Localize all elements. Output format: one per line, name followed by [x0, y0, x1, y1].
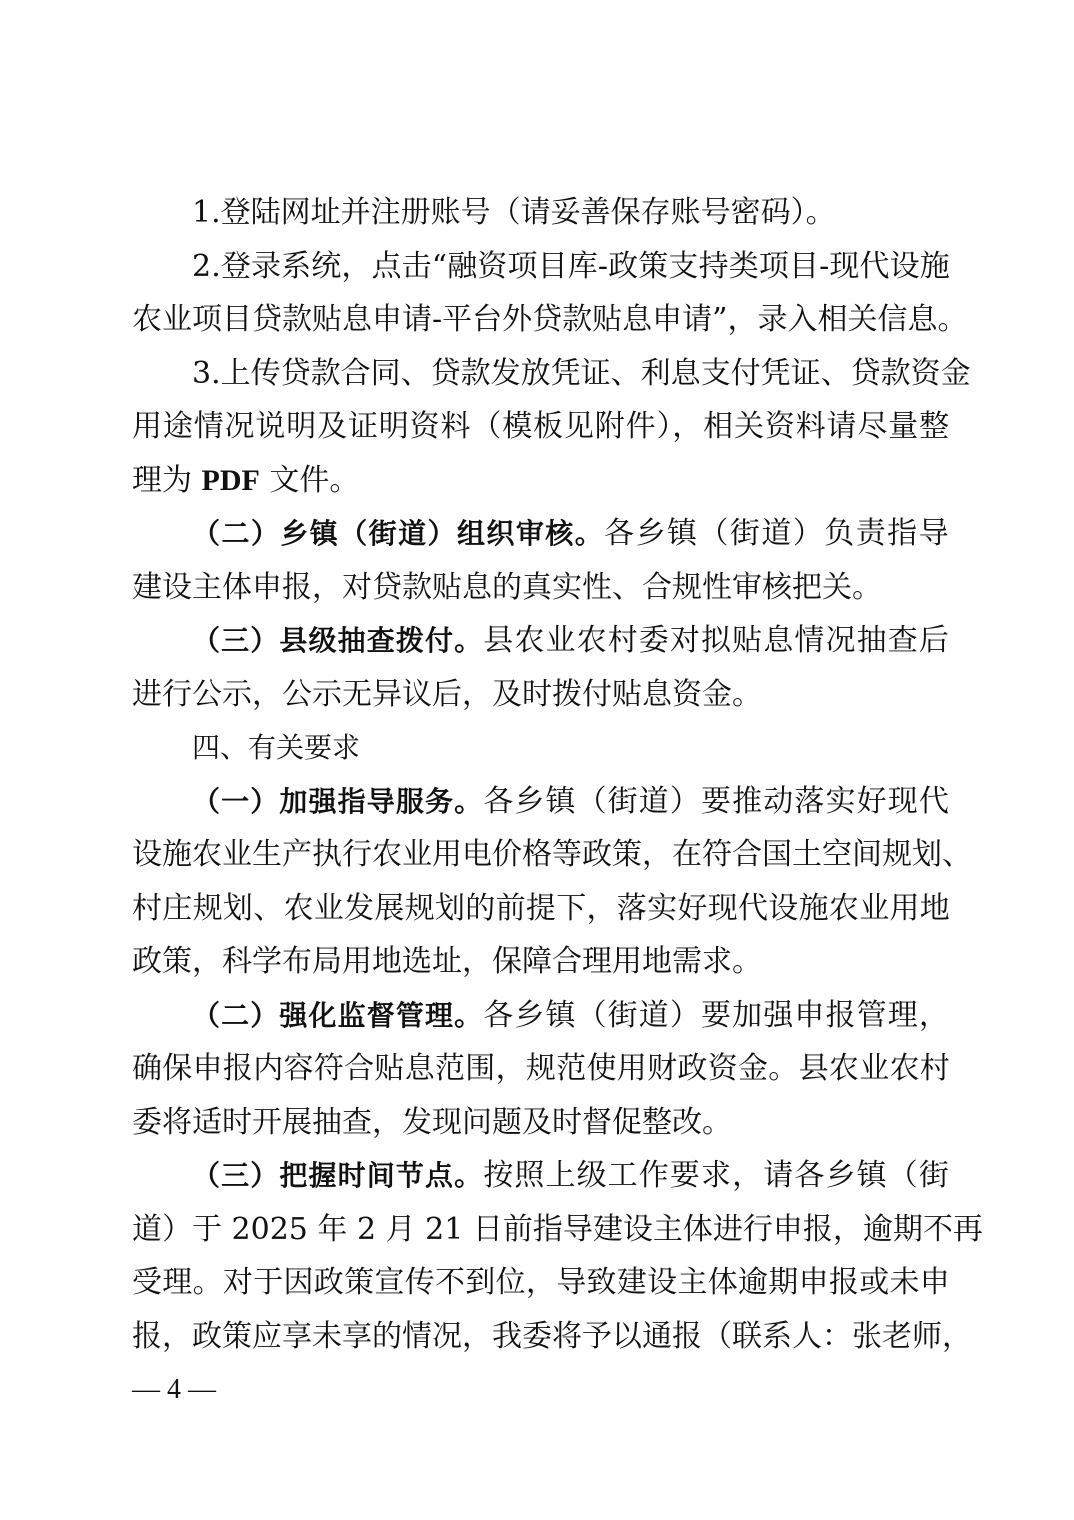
text-line: [192, 780, 950, 834]
text-line: [132, 566, 950, 620]
text-run: 各乡镇（街道）要加强申报管理，: [483, 997, 951, 1033]
text-run: 文件。: [259, 462, 360, 498]
text-line: [192, 352, 971, 406]
heading-text: 四、有关要求: [192, 731, 361, 764]
bold-lead: （二）强化监督管理。: [192, 998, 484, 1032]
text-line: [132, 673, 950, 727]
text-run: 3.上传贷款合同、贷款发放凭证、利息支付凭证、贷款资金: [192, 355, 971, 391]
text-run: 用途情况说明及证明资料（模板见附件），相关资料请尽量整: [132, 409, 950, 444]
text-run: 2.登录系统，点击“融资项目库-政策支持类项目-现代设施: [192, 248, 950, 284]
text-line: [132, 1047, 950, 1101]
text-line: [132, 833, 972, 887]
bold-lead: （三）县级抽查拨付。: [192, 624, 484, 657]
text-run: 各乡镇（街道）负责指导: [604, 516, 951, 551]
text-line: [192, 245, 950, 299]
bold-lead: （一）加强指导服务。: [192, 784, 484, 818]
text-line: [192, 994, 950, 1048]
text-line: [192, 512, 950, 566]
text-line: [132, 459, 950, 513]
text-line: [132, 1315, 972, 1369]
text-run: 设施农业生产执行农业用电价格等政策，在符合国土空间规划、: [132, 837, 972, 872]
text-run: 受理。对于因政策宣传不到位，导致建设主体逾期申报或未申: [132, 1265, 951, 1300]
bold-lead: （三）把握时间节点。: [192, 1159, 484, 1192]
text-run: 各乡镇（街道）要推动落实好现代: [483, 783, 951, 819]
text-line: [192, 619, 950, 673]
text-run: 进行公示，公示无异议后，及时拨付贴息资金。: [132, 676, 762, 712]
text-line: [192, 191, 950, 245]
text-line: [132, 940, 950, 994]
bold-lead: （二）乡镇（街道）组织审核。: [192, 517, 605, 550]
text-run: 道）于 2025 年 2 月 21 日前指导建设主体进行申报，逾期不再: [132, 1211, 983, 1247]
text-run: 报，政策应享未享的情况，我委将予以通报（联系人：张老师，: [132, 1318, 972, 1354]
text-line: [132, 405, 950, 459]
section-heading: [192, 726, 950, 780]
text-run: 政策，科学布局用地选址，保障合理用地需求。: [132, 944, 762, 979]
text-run: 确保申报内容符合贴息范围，规范使用财政资金。县农业农村: [132, 1051, 951, 1086]
text-line: [132, 887, 950, 941]
text-run: 农业项目贷款贴息申请-平台外贷款贴息申请”，录入相关信息。: [132, 302, 968, 337]
text-run: 县农业农村委对拟贴息情况抽查后: [483, 623, 951, 658]
text-line: [132, 1261, 950, 1315]
document-page: [0, 191, 1074, 1368]
text-run: 理为: [132, 462, 202, 498]
text-run: 1.登陆网址并注册账号（请妥善保存账号密码）。: [192, 195, 836, 230]
page-number: — 4 —: [132, 1374, 216, 1405]
text-run: 委将适时开展抽查，发现问题及时督促整改。: [132, 1104, 732, 1140]
text-line: [132, 1101, 950, 1155]
text-run: 按照上级工作要求，请各乡镇（街: [483, 1158, 951, 1193]
text-line: [132, 298, 968, 352]
text-run: PDF: [201, 463, 260, 497]
text-line: [192, 1154, 950, 1208]
text-run: 建设主体申报，对贷款贴息的真实性、合规性审核把关。: [132, 569, 882, 605]
text-run: 村庄规划、农业发展规划的前提下，落实好现代设施农业用地: [132, 890, 951, 926]
text-line: [132, 1208, 983, 1262]
